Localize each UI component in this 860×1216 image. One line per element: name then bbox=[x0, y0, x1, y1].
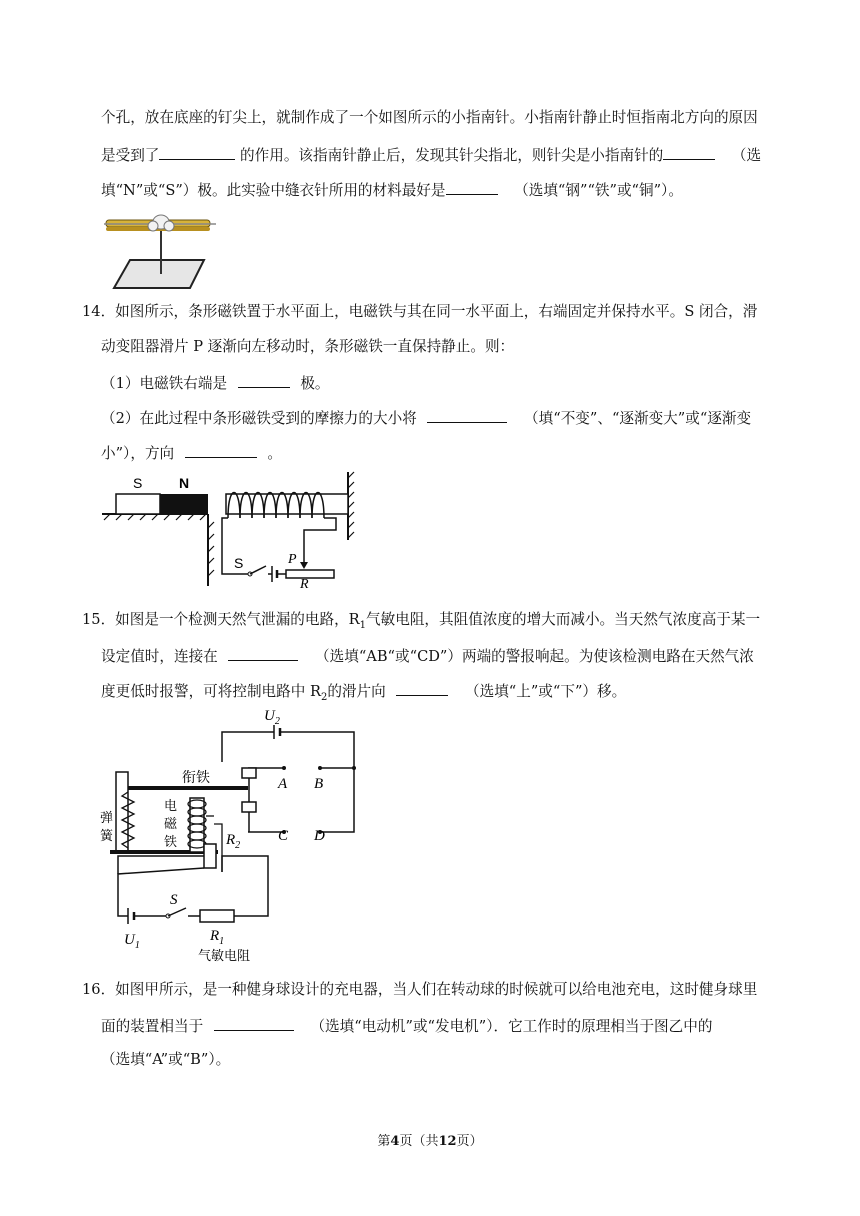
q13-text: 填“N”或“S”）极。此实验中缝衣针所用的材料最好是 bbox=[101, 182, 446, 199]
page-number: 4 bbox=[390, 1134, 400, 1149]
terminal-b-label: B bbox=[314, 776, 324, 792]
q16-text: 面的装置相当于 bbox=[101, 1018, 204, 1035]
q14-text: （2）在此过程中条形磁铁受到的摩擦力的大小将 bbox=[101, 410, 417, 427]
q14-text: （1）电磁铁右端是 bbox=[101, 375, 228, 392]
q16-line3: （选填“A”或“B”）。 bbox=[101, 1051, 231, 1068]
q15-line1 bbox=[82, 610, 760, 636]
electromagnet-label-2: 磁 bbox=[164, 817, 178, 832]
q15-text: 设定值时，连接在 bbox=[101, 648, 218, 665]
q13-line2 bbox=[101, 144, 761, 166]
q15-text: 15．如图是一个检测天然气泄漏的电路，R bbox=[82, 611, 360, 628]
q15-text: 气敏电阻，其阻值浓度的增大而减小。当天然气浓度高于某一 bbox=[366, 611, 761, 628]
q14-text: 。 bbox=[267, 445, 283, 462]
q13-blank-pole[interactable] bbox=[663, 144, 715, 160]
gas-sensor-label: 气敏电阻 bbox=[198, 949, 251, 964]
q14-blank-friction-size[interactable] bbox=[427, 407, 507, 423]
rheostat-r-label: R bbox=[300, 577, 309, 588]
q16-blank-device[interactable] bbox=[214, 1015, 294, 1031]
terminal-d-label: D bbox=[314, 828, 325, 844]
footer-text: 页） bbox=[456, 1134, 483, 1149]
q15-sub: 1 bbox=[359, 619, 367, 631]
q15-text: 的滑片向 bbox=[327, 683, 386, 700]
total-pages: 12 bbox=[438, 1134, 457, 1149]
electromagnet-label-3: 铁 bbox=[164, 835, 178, 850]
q14-line2: 动变阻器滑片 P 逐渐向左移动时，条形磁铁一直保持静止。则： bbox=[101, 338, 515, 355]
q15-blank-direction[interactable] bbox=[396, 680, 448, 696]
magnet-n-label: N bbox=[179, 475, 190, 491]
q15-sub: 2 bbox=[320, 691, 328, 703]
q15-text: （选填“AB“或“CD”）两端的警报响起。为使该检测电路在天然气浓 bbox=[315, 648, 754, 665]
q15-blank-terminals[interactable] bbox=[228, 645, 298, 661]
gas-detector-circuit-figure bbox=[98, 706, 364, 964]
q13-text: （选填“钢”“铁”或“铜”）。 bbox=[514, 182, 683, 199]
q15-line3 bbox=[101, 680, 626, 708]
q13-blank-material[interactable] bbox=[446, 179, 498, 195]
compass-needle-figure bbox=[100, 208, 220, 292]
slider-p-label: P bbox=[288, 552, 297, 567]
q13-text: 是受到了 bbox=[101, 147, 160, 164]
q13-text: （选 bbox=[731, 147, 762, 164]
q14-line4 bbox=[101, 407, 751, 429]
terminal-c-label: C bbox=[278, 828, 289, 844]
footer-text: 第 bbox=[377, 1134, 391, 1149]
q14-text: 小”），方向 bbox=[101, 445, 175, 462]
magnet-electromagnet-figure bbox=[100, 470, 364, 588]
q15-text: 度更低时报警，可将控制电路中 R bbox=[101, 683, 321, 700]
r2-label: $R_2$ bbox=[226, 832, 241, 851]
spring-label-1: 弹 bbox=[100, 811, 114, 826]
q14-text: （填“不变”、“逐渐变大”或“逐渐变 bbox=[524, 410, 752, 427]
q16-line1: 16．如图甲所示，是一种健身球设计的充电器，当人们在转动球的时候就可以给电池充电，这时健身球里 bbox=[82, 981, 758, 998]
footer-text: 页（共 bbox=[399, 1134, 439, 1149]
page-footer bbox=[0, 1130, 860, 1149]
q16-text: （选填“电动机”或“发电机”）．它工作时的原理相当于图乙中的 bbox=[310, 1018, 713, 1035]
q13-text: 的作用。该指南针静止后，发现其针尖指北，则针尖是小指南针的 bbox=[240, 147, 664, 164]
q14-blank-direction[interactable] bbox=[185, 442, 257, 458]
q16-line2 bbox=[101, 1015, 712, 1037]
terminal-a-label: A bbox=[278, 776, 288, 792]
r1-label: $R_1$ bbox=[210, 928, 225, 947]
q14-line5 bbox=[101, 442, 282, 464]
q14-blank-pole[interactable] bbox=[238, 372, 290, 388]
spring-label-2: 簧 bbox=[100, 829, 114, 844]
q13-line3 bbox=[101, 179, 683, 201]
q14-line1: 14．如图所示，条形磁铁置于水平面上，电磁铁与其在同一水平面上，右端固定并保持水平。S 闭合，滑 bbox=[82, 303, 758, 320]
magnet-s-label: S bbox=[133, 475, 143, 491]
u1-label: $U_1$ bbox=[124, 932, 140, 951]
q13-line1: 个孔，放在底座的钉尖上，就制作成了一个如图所示的小指南针。小指南针静止时恒指南北方向的原因 bbox=[101, 109, 758, 126]
q14-text: 极。 bbox=[300, 375, 330, 392]
q14-line3 bbox=[101, 372, 330, 394]
u2-label: $U_2$ bbox=[264, 708, 280, 727]
switch-s-label: S bbox=[170, 892, 178, 908]
switch-s-label: S bbox=[234, 555, 244, 571]
armature-label: 衔铁 bbox=[182, 770, 210, 786]
electromagnet-label-1: 电 bbox=[164, 799, 178, 814]
q15-text: （选填“上”或“下”）移。 bbox=[465, 683, 627, 700]
q13-blank-force[interactable] bbox=[159, 144, 235, 160]
q15-line2 bbox=[101, 645, 754, 667]
